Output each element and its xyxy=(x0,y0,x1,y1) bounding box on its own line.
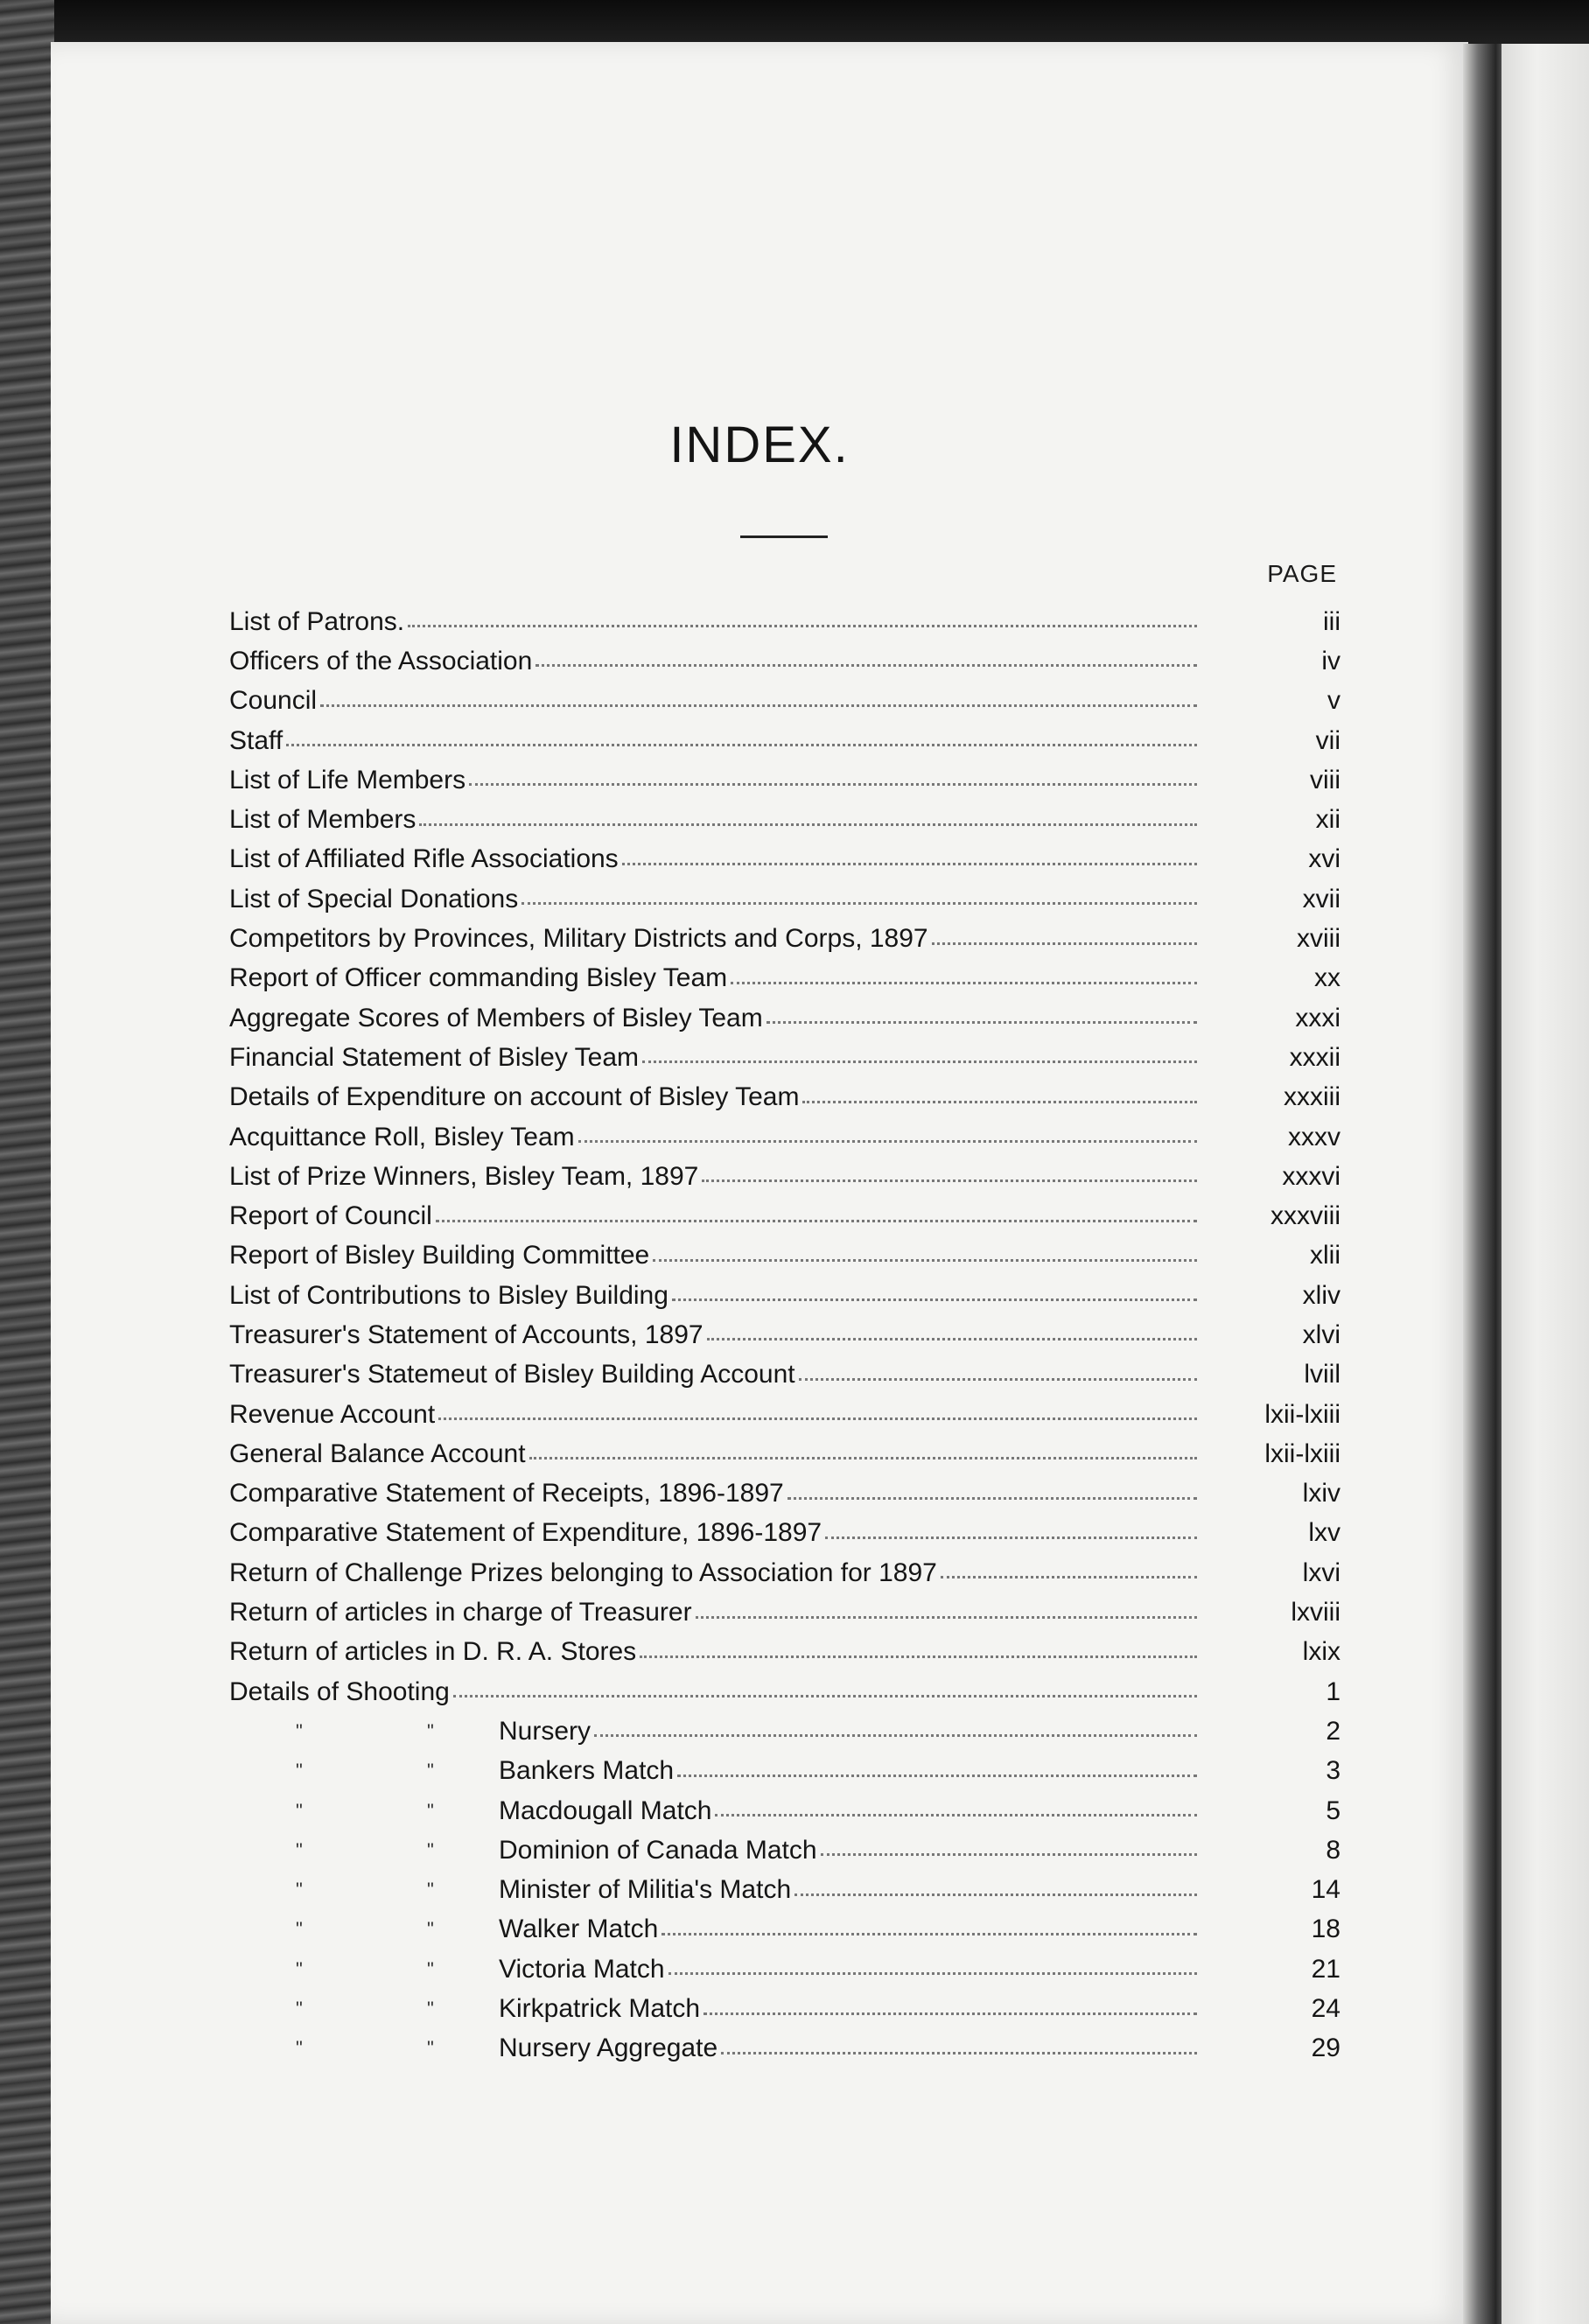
ditto-mark: " xyxy=(296,2037,303,2060)
entry-title: Comparative Statement of Receipts, 1896-1897 xyxy=(229,1479,784,1508)
ditto-mark: " xyxy=(427,1957,434,1980)
entry-title: Walker Match xyxy=(499,1914,659,1944)
ditto-mark: " xyxy=(296,1719,303,1742)
index-subentry xyxy=(229,1989,1340,2028)
entry-title: Macdougall Match xyxy=(499,1796,712,1825)
page-title: INDEX. xyxy=(669,416,850,473)
entry-title: Treasurer's Statement of Accounts, 1897 xyxy=(229,1320,704,1349)
entry-title: Council xyxy=(229,686,318,716)
entry-page: xxxiii xyxy=(1284,1082,1340,1112)
index-subentry xyxy=(229,1910,1340,1950)
entry-page: 8 xyxy=(1326,1835,1340,1865)
dot-leader xyxy=(932,942,1197,945)
dot-leader xyxy=(594,1734,1197,1737)
dot-leader xyxy=(642,1060,1197,1063)
entry-title: List of Life Members xyxy=(229,765,466,794)
dot-leader xyxy=(640,1656,1197,1658)
dot-leader xyxy=(653,1259,1197,1262)
entry-page: 1 xyxy=(1326,1676,1340,1706)
dot-leader xyxy=(536,664,1197,667)
ditto-marks xyxy=(229,1998,499,2020)
ditto-mark: " xyxy=(296,1799,303,1822)
dot-leader xyxy=(408,625,1197,627)
index-entry xyxy=(229,1434,1340,1474)
entry-page: lxvi xyxy=(1302,1558,1340,1587)
index-entry xyxy=(229,1474,1340,1514)
ditto-marks xyxy=(229,1760,499,1782)
index-entry xyxy=(229,1592,1340,1632)
title-rule xyxy=(740,536,828,538)
entry-title: Report of Bisley Building Committee xyxy=(229,1241,650,1270)
dot-leader xyxy=(696,1616,1197,1619)
dot-leader xyxy=(662,1933,1197,1936)
entry-page: xliv xyxy=(1302,1280,1340,1310)
entry-title: General Balance Account xyxy=(229,1438,526,1468)
ditto-marks xyxy=(229,1918,499,1941)
ditto-mark: " xyxy=(427,1760,434,1782)
entry-page: xxxii xyxy=(1289,1042,1340,1072)
index-entry xyxy=(229,879,1340,919)
dot-leader xyxy=(715,1814,1197,1816)
entry-page: lxii-lxiii xyxy=(1264,1399,1340,1429)
index-subentry xyxy=(229,1791,1340,1830)
dot-leader xyxy=(721,2052,1197,2054)
dot-leader xyxy=(799,1378,1197,1381)
index-entry xyxy=(229,1553,1340,1592)
index-subentry xyxy=(229,1950,1340,1989)
dot-leader xyxy=(825,1536,1197,1539)
dot-leader xyxy=(794,1894,1197,1896)
index-entry xyxy=(229,840,1340,879)
entry-title: Details of Shooting xyxy=(229,1676,450,1706)
ditto-mark: " xyxy=(427,1879,434,1901)
dot-leader xyxy=(668,1972,1197,1975)
entry-title: Officers of the Association xyxy=(229,646,533,676)
index-list xyxy=(229,602,1340,2068)
entry-page: lviil xyxy=(1304,1360,1340,1390)
ditto-mark: " xyxy=(296,1918,303,1941)
entry-page: 24 xyxy=(1311,1994,1340,2024)
index-entry xyxy=(229,1236,1340,1276)
dot-leader xyxy=(731,982,1197,984)
entry-title: Report of Council xyxy=(229,1201,432,1231)
index-entry xyxy=(229,1514,1340,1553)
entry-title: List of Special Donations xyxy=(229,884,519,914)
entry-page: 5 xyxy=(1326,1796,1340,1825)
index-entry xyxy=(229,1276,1340,1315)
index-entry xyxy=(229,1672,1340,1712)
dot-leader xyxy=(286,744,1197,746)
dot-leader xyxy=(672,1298,1197,1301)
entry-page: 14 xyxy=(1311,1875,1340,1905)
index-entry xyxy=(229,1117,1340,1157)
dot-leader xyxy=(453,1695,1197,1698)
dot-leader xyxy=(704,2012,1197,2015)
dot-leader xyxy=(707,1338,1197,1340)
index-entry xyxy=(229,1157,1340,1196)
entry-title: Aggregate Scores of Members of Bisley Team xyxy=(229,1003,763,1032)
dot-leader xyxy=(788,1497,1197,1500)
index-entry xyxy=(229,1395,1340,1434)
ditto-mark: " xyxy=(427,1799,434,1822)
entry-title: Dominion of Canada Match xyxy=(499,1835,817,1865)
entry-title: Return of Challenge Prizes belonging to Association for 1897 xyxy=(229,1558,937,1587)
dot-leader xyxy=(702,1180,1197,1182)
index-subentry xyxy=(229,1830,1340,1870)
index-entry xyxy=(229,760,1340,800)
index-subentry xyxy=(229,1752,1340,1791)
entry-page: xxxv xyxy=(1288,1122,1340,1152)
dot-leader xyxy=(522,902,1197,905)
index-entry xyxy=(229,602,1340,641)
dot-leader xyxy=(320,704,1197,707)
entry-title: List of Patrons. xyxy=(229,606,405,636)
ditto-mark: " xyxy=(427,1838,434,1861)
ditto-mark: " xyxy=(296,1879,303,1901)
ditto-marks xyxy=(229,1800,499,1823)
entry-page: iv xyxy=(1321,646,1340,676)
entry-title: Staff xyxy=(229,725,284,755)
entry-title: Report of Officer commanding Bisley Team xyxy=(229,963,728,993)
entry-title: List of Affiliated Rifle Associations xyxy=(229,844,619,874)
entry-title: Revenue Account xyxy=(229,1399,436,1429)
ditto-mark: " xyxy=(427,2037,434,2060)
entry-page: vii xyxy=(1315,725,1340,755)
entry-page: 21 xyxy=(1311,1954,1340,1984)
entry-title: Bankers Match xyxy=(499,1756,675,1786)
index-entry xyxy=(229,959,1340,998)
entry-page: xii xyxy=(1315,805,1340,835)
dot-leader xyxy=(529,1457,1197,1460)
entry-title: Kirkpatrick Match xyxy=(499,1994,701,2024)
entry-page: xx xyxy=(1314,963,1340,993)
dot-leader xyxy=(438,1418,1197,1420)
entry-page: lxv xyxy=(1308,1518,1340,1548)
dot-leader xyxy=(766,1021,1197,1024)
entry-title: Acquittance Roll, Bisley Team xyxy=(229,1122,575,1152)
index-entry xyxy=(229,1038,1340,1077)
entry-page: lxiv xyxy=(1302,1479,1340,1508)
book-spine-shadow xyxy=(1463,44,1502,2324)
ditto-mark: " xyxy=(296,1998,303,2020)
dot-leader xyxy=(622,863,1197,865)
entry-title: List of Prize Winners, Bisley Team, 1897 xyxy=(229,1161,699,1191)
entry-page: lxix xyxy=(1302,1637,1340,1667)
entry-page: viii xyxy=(1310,765,1340,794)
entry-title: Financial Statement of Bisley Team xyxy=(229,1042,640,1072)
entry-page: xviii xyxy=(1297,924,1340,954)
entry-title: Return of articles in D. R. A. Stores xyxy=(229,1637,637,1667)
book-cover-edge xyxy=(0,0,54,2324)
ditto-mark: " xyxy=(427,1719,434,1742)
ditto-marks xyxy=(229,2037,499,2060)
index-entry xyxy=(229,1196,1340,1236)
entry-title: List of Contributions to Bisley Building xyxy=(229,1280,668,1310)
entry-title: Comparative Statement of Expenditure, 1896-1897 xyxy=(229,1518,822,1548)
entry-page: xvi xyxy=(1308,844,1340,874)
entry-title: Competitors by Provinces, Military Districts and Corps, 1897 xyxy=(229,924,928,954)
entry-page: 3 xyxy=(1326,1756,1340,1786)
facing-page-edge xyxy=(1502,44,1589,2324)
ditto-mark: " xyxy=(296,1838,303,1861)
dot-leader xyxy=(802,1101,1197,1103)
index-entry xyxy=(229,641,1340,681)
index-subentry xyxy=(229,2029,1340,2068)
dot-leader xyxy=(941,1576,1197,1578)
dot-leader xyxy=(578,1140,1197,1143)
entry-title: Treasurer's Statemeut of Bisley Building Account xyxy=(229,1360,795,1390)
entry-page: 18 xyxy=(1311,1914,1340,1944)
dot-leader xyxy=(677,1774,1197,1777)
entry-page: xxxviii xyxy=(1270,1201,1340,1231)
entry-title: Nursery xyxy=(499,1716,592,1746)
ditto-marks xyxy=(229,1879,499,1901)
ditto-mark: " xyxy=(427,1998,434,2020)
ditto-mark: " xyxy=(296,1760,303,1782)
entry-page: xvii xyxy=(1302,884,1340,914)
entry-page: xxxi xyxy=(1295,1003,1340,1032)
ditto-marks xyxy=(229,1958,499,1981)
index-entry xyxy=(229,998,1340,1038)
index-entry xyxy=(229,919,1340,958)
index-subentry xyxy=(229,1871,1340,1910)
dot-leader xyxy=(821,1853,1197,1856)
entry-page: lxii-lxiii xyxy=(1264,1438,1340,1468)
entry-page: v xyxy=(1327,686,1340,716)
entry-page: lxviii xyxy=(1291,1598,1340,1628)
dot-leader xyxy=(436,1220,1197,1222)
entry-title: Return of articles in charge of Treasurer xyxy=(229,1598,692,1628)
index-entry xyxy=(229,1355,1340,1395)
index-entry xyxy=(229,721,1340,760)
entry-page: xlii xyxy=(1310,1241,1340,1270)
index-entry xyxy=(229,682,1340,721)
page-column-header: PAGE xyxy=(1267,560,1337,587)
index-entry xyxy=(229,800,1340,839)
entry-title: Minister of Militia's Match xyxy=(499,1875,792,1905)
entry-title: Victoria Match xyxy=(499,1954,665,1984)
entry-page: iii xyxy=(1323,606,1340,636)
ditto-marks xyxy=(229,1839,499,1862)
dot-leader xyxy=(419,823,1197,826)
entry-title: Details of Expenditure on account of Bisley Team xyxy=(229,1082,800,1112)
index-entry xyxy=(229,1078,1340,1117)
entry-page: xlvi xyxy=(1302,1320,1340,1349)
entry-title: Nursery Aggregate xyxy=(499,2034,718,2063)
index-entry xyxy=(229,1315,1340,1354)
entry-page: 2 xyxy=(1326,1716,1340,1746)
dot-leader xyxy=(469,783,1197,786)
entry-title: List of Members xyxy=(229,805,416,835)
index-entry xyxy=(229,1633,1340,1672)
index-subentry xyxy=(229,1712,1340,1751)
ditto-mark: " xyxy=(296,1957,303,1980)
entry-page: 29 xyxy=(1311,2034,1340,2063)
ditto-marks xyxy=(229,1720,499,1743)
ditto-mark: " xyxy=(427,1918,434,1941)
entry-page: xxxvi xyxy=(1282,1161,1340,1191)
